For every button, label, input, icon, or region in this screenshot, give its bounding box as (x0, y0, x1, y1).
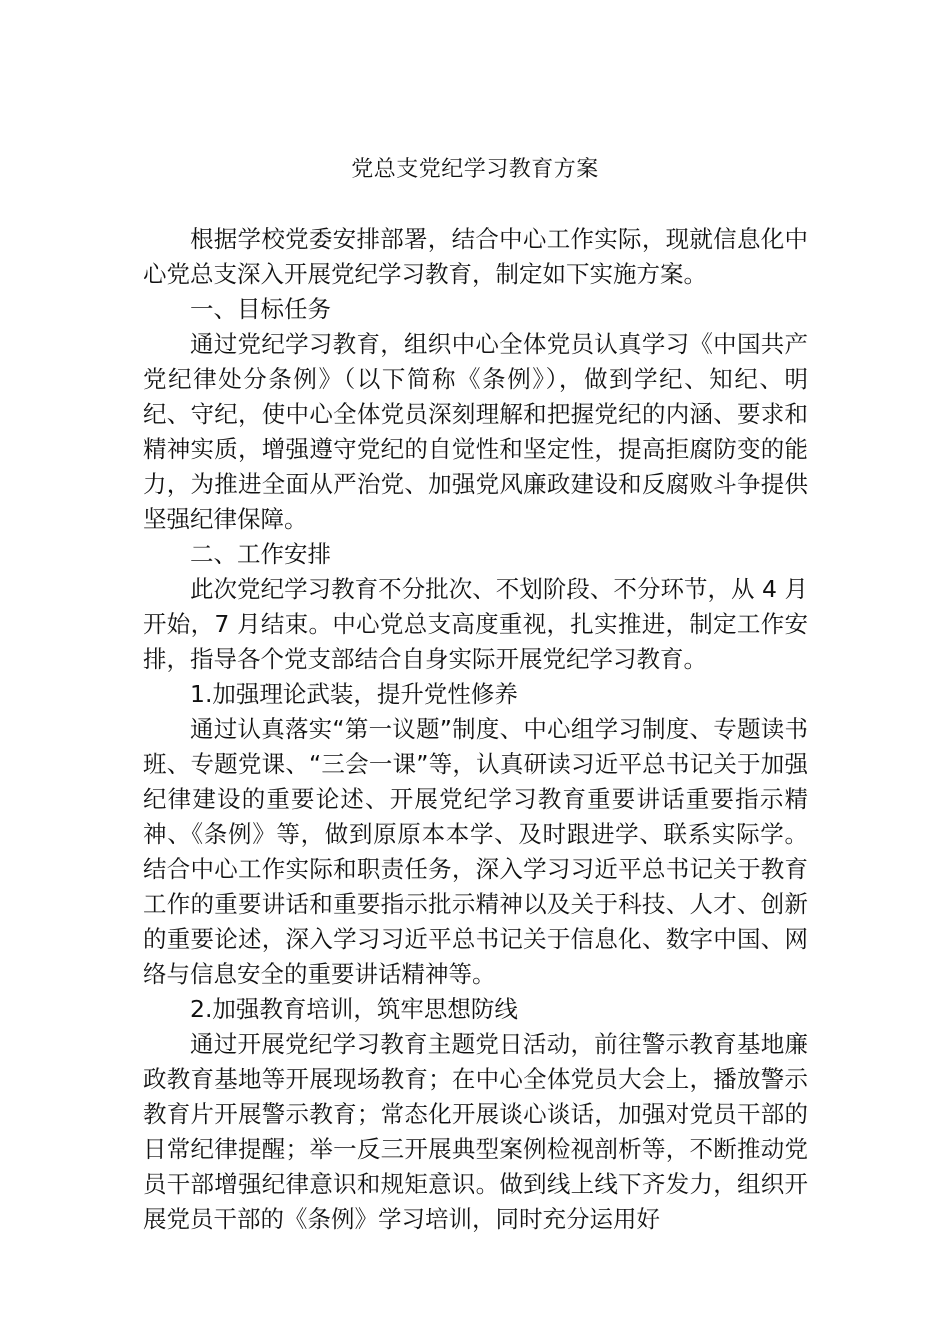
training-paragraph: 通过开展党纪学习教育主题党日活动，前往警示教育基地廉政教育基地等开展现场教育；在中心全体党员大会上，播放警示教育片开展警示教育；常态化开展谈心谈话，加强对党员干部的日常纪律提醒；举一反三开展典型案例检视剖析等，不断推动党员干部增强纪律意识和规矩意识。做到线上线下齐发力，组织开展党员干部的《条例》学习培训，同时充分运用好 (143, 1030, 808, 1233)
document-body (143, 222, 808, 1237)
section-heading-goals: 一、目标任务 (190, 295, 331, 323)
subheading-theory: 1.加强理论武装，提升党性修养 (190, 680, 518, 708)
arrangement-paragraph: 此次党纪学习教育不分批次、不划阶段、不分环节，从 4 月开始，7 月结束。中心党总支高度重视，扎实推进，制定工作安排，指导各个党支部结合自身实际开展党纪学习教育。 (143, 575, 808, 673)
document-title: 党总支党纪学习教育方案 (351, 157, 599, 182)
intro-paragraph: 根据学校党委安排部署，结合中心工作实际，现就信息化中心党总支深入开展党纪学习教育，制定如下实施方案。 (143, 225, 808, 288)
section-heading-arrangement: 二、工作安排 (190, 540, 331, 568)
goals-paragraph: 通过党纪学习教育，组织中心全体党员认真学习《中国共产党纪律处分条例》（以下简称《条例》），做到学纪、知纪、明纪、守纪，使中心全体党员深刻理解和把握党纪的内涵、要求和精神实质，增强遵守党纪的自觉性和坚定性，提高拒腐防变的能力，为推进全面从严治党、加强党风廉政建设和反腐败斗争提供坚强纪律保障。 (143, 330, 808, 533)
theory-paragraph: 通过认真落实“第一议题”制度、中心组学习制度、专题读书班、专题党课、“三会一课”等，认真研读习近平总书记关于加强纪律建设的重要论述、开展党纪学习教育重要讲话重要指示精神、《条例》等，做到原原本本学、及时跟进学、联系实际学。结合中心工作实际和职责任务，深入学习习近平总书记关于教育工作的重要讲话和重要指示批示精神以及关于科技、人才、创新的重要论述，深入学习习近平总书记关于信息化、数字中国、网络与信息安全的重要讲话精神等。 (143, 715, 808, 988)
subheading-training: 2.加强教育培训，筑牢思想防线 (190, 995, 518, 1023)
